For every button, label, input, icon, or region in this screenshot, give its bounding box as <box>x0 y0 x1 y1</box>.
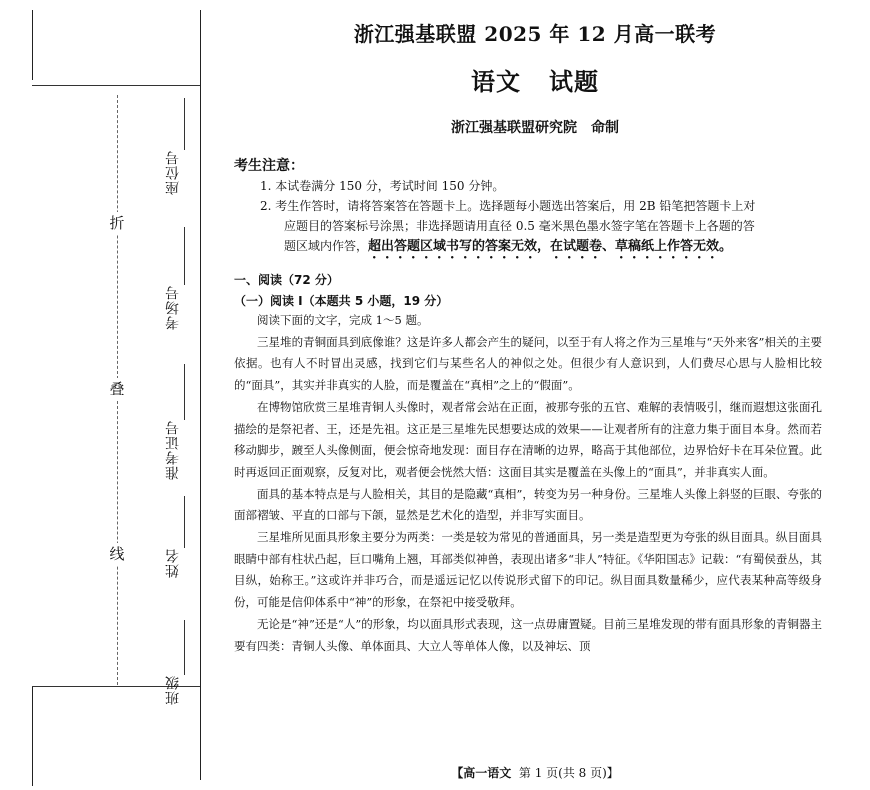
author-line <box>215 117 855 137</box>
author-role: 命制 <box>591 120 619 136</box>
instruction: 阅读下面的文字，完成 1～5 题。 <box>257 313 429 327</box>
fold-char-zhe: 折 <box>107 212 127 234</box>
seat-number-label: 座位号 <box>165 150 181 195</box>
binding-strip <box>0 0 200 790</box>
subject-title <box>215 62 855 97</box>
subject-suffix: 试题 <box>549 67 599 96</box>
binding-divider-top <box>32 85 200 86</box>
notice-emphasis: 超出答题区域书写的答案无效，在试题卷、草稿纸上作答无效。 <box>368 239 733 254</box>
admission-number-field[interactable] <box>160 420 186 480</box>
subject-name: 语文 <box>471 67 521 96</box>
exam-room-line <box>184 227 185 285</box>
exam-room-field[interactable] <box>160 285 186 330</box>
notice-heading: 考生注意： <box>234 158 304 174</box>
exam-title: 浙江强基联盟 2025 年 12 月高一联考 <box>353 22 717 46</box>
exam-room-label: 考场号 <box>165 285 181 330</box>
class-label: 班级 <box>165 675 181 705</box>
notice-item-2c <box>260 236 820 262</box>
fold-char-xian: 线 <box>107 543 127 565</box>
notice-item-2b: 应题目的答案标号涂黑；非选择题请用直径 0.5 毫米黑色墨水签字笔在答题卡上各题的答 <box>284 219 755 233</box>
name-line <box>184 496 185 548</box>
name-field[interactable] <box>160 548 186 578</box>
section-heading: 一、阅读（72 分） <box>234 273 339 287</box>
passage-paragraph: 三星堆所见面具形象主要分为两类：一类是较为常见的普通面具，另一类是造型更为夸张的纵目面具。纵目面具眼睛中部有柱状凸起，巨口嘴角上翘，耳部类似神兽，表现出诸多“非人”特征。《华阳国志》记载：“有蜀侯蚕丛，其目纵，始称王。”这或许并非巧合，而是遥远记忆以传说形式留下的印记。纵目面具数量稀少，应代表某种高等级身份，可能是信仰体系中“神”的形象，在祭祀中接受敬拜。 <box>234 530 822 610</box>
footer-label: 【高一语文 <box>451 766 512 780</box>
notice-item-2c-text: 题区域内作答， <box>284 239 369 253</box>
exam-page <box>215 0 855 790</box>
notice-item-1: 1. 本试卷满分 150 分，考试时间 150 分钟。 <box>260 179 505 193</box>
admission-number-line <box>184 364 185 420</box>
passage-paragraph: 面具的基本特点是与人脸相关，其目的是隐藏“真相”，转变为另一种身份。三星堆人头像上斜竖的巨眼、夸张的面部褶皱、平直的口部与下颌，显然是艺术化的造型，并非写实面目。 <box>234 486 822 523</box>
passage-paragraph: 无论是“神”还是“人”的形象，均以面具形式表现，这一点毋庸置疑。目前三星堆发现的带有面具形象的青铜器主要有四类：青铜人头像、单体面具、大立人等单体人像，以及神坛、顶 <box>234 616 822 653</box>
fold-char-die: 叠 <box>107 378 127 400</box>
notice-item-2a: 2. 考生作答时，请将答案答在答题卡上。选择题每小题选出答案后，用 2B 铅笔把答题卡上对 <box>260 199 756 213</box>
class-field[interactable] <box>160 675 186 705</box>
class-line <box>184 620 185 675</box>
page-number: 第 1 页(共 8 页)】 <box>518 766 619 780</box>
seat-number-field[interactable] <box>160 150 186 195</box>
binding-border-top <box>32 10 33 80</box>
name-label: 姓名 <box>165 548 181 578</box>
passage-paragraph: 三星堆的青铜面具到底像谁？这是许多人都会产生的疑问，以至于有人将之作为三星堆与“天外来客”相关的主要依据。也有人不时冒出灵感，找到它们与某些名人的神似之处。但很少有人意识到，人们费尽心思与人脸相比较的“面具”，其实并非真实的人脸，而是覆盖在“真相”之上的“假面”。 <box>234 334 822 393</box>
passage-paragraph: 在博物馆欣赏三星堆青铜人头像时，观者常会站在正面，被那夸张的五官、难解的表情吸引，继而遐想这张面孔描绘的是祭祀者、王，还是先祖。这正是三星堆先民想要达成的效果——让观者所有的注意力集于面目本身。然而若移动脚步，踱至人头像侧面，便会惊奇地发现：面目存在清晰的边界，略高于其他部位，边界恰好卡在耳朵位置。此时再返回正面观察，反复对比，观者便会恍然大悟：这面目其实是覆盖在头像上的“面具”，并非真实人面。 <box>234 399 822 479</box>
admission-number-label: 准考证号 <box>165 420 181 480</box>
page-footer <box>215 764 855 781</box>
author-org: 浙江强基联盟研究院 <box>451 120 577 136</box>
binding-border-bottom <box>32 686 33 786</box>
seat-number-line <box>184 98 185 150</box>
subsection-heading: （一）阅读 Ⅰ（本题共 5 小题，19 分） <box>234 294 449 308</box>
notice-list <box>260 176 820 262</box>
passage <box>234 310 822 657</box>
binding-line <box>200 10 201 780</box>
